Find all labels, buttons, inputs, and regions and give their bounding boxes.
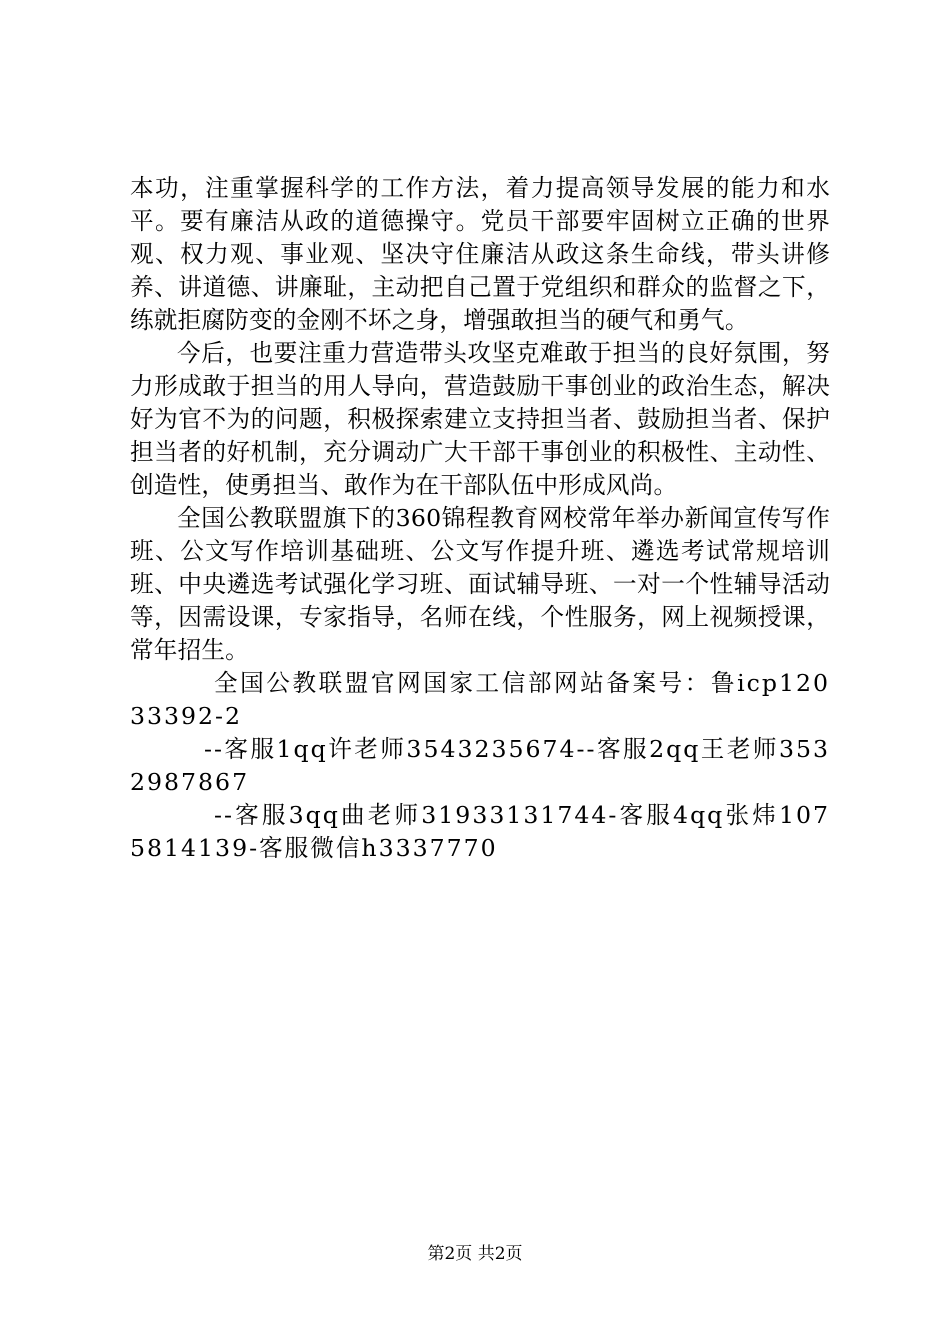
contact-line-1: 全国公教联盟官网国家工信部网站备案号：鲁icp12033392-2 — [130, 669, 830, 730]
paragraph-3: 全国公教联盟旗下的360锦程教育网校常年举办新闻宣传写作班、公文写作培训基础班、公文写作提升班、遴选考试常规培训班、中央遴选考试强化学习班、面试辅导班、一对一个性辅导活动等，因需设课，专家指导，名师在线，个性服务，网上视频授课，常年招生。 — [130, 504, 830, 664]
contact-line-2: --客服1qq许老师3543235674--客服2qq王老师3532987867 — [130, 735, 830, 796]
document-body — [130, 172, 830, 865]
contact-line-3: --客服3qq曲老师31933131744-客服4qq张炜1075814139-客服微信h3337770 — [130, 801, 830, 862]
page-number: 第2页 共2页 — [427, 1244, 523, 1264]
page-footer — [0, 1243, 950, 1265]
paragraph-2: 今后，也要注重力营造带头攻坚克难敢于担当的良好氛围，努力形成敢于担当的用人导向，营造鼓励干事创业的政治生态，解决好为官不为的问题，积极探索建立支持担当者、鼓励担当者、保护担当者的好机制，充分调动广大干部干事创业的积极性、主动性、创造性，使勇担当、敢作为在干部队伍中形成风尚。 — [130, 339, 830, 499]
paragraph-1: 本功，注重掌握科学的工作方法，着力提高领导发展的能力和水平。要有廉洁从政的道德操守。党员干部要牢固树立正确的世界观、权力观、事业观、坚决守住廉洁从政这条生命线，带头讲修养、讲道德、讲廉耻，主动把自己置于党组织和群众的监督之下，练就拒腐防变的金刚不坏之身，增强敢担当的硬气和勇气。 — [130, 174, 830, 334]
